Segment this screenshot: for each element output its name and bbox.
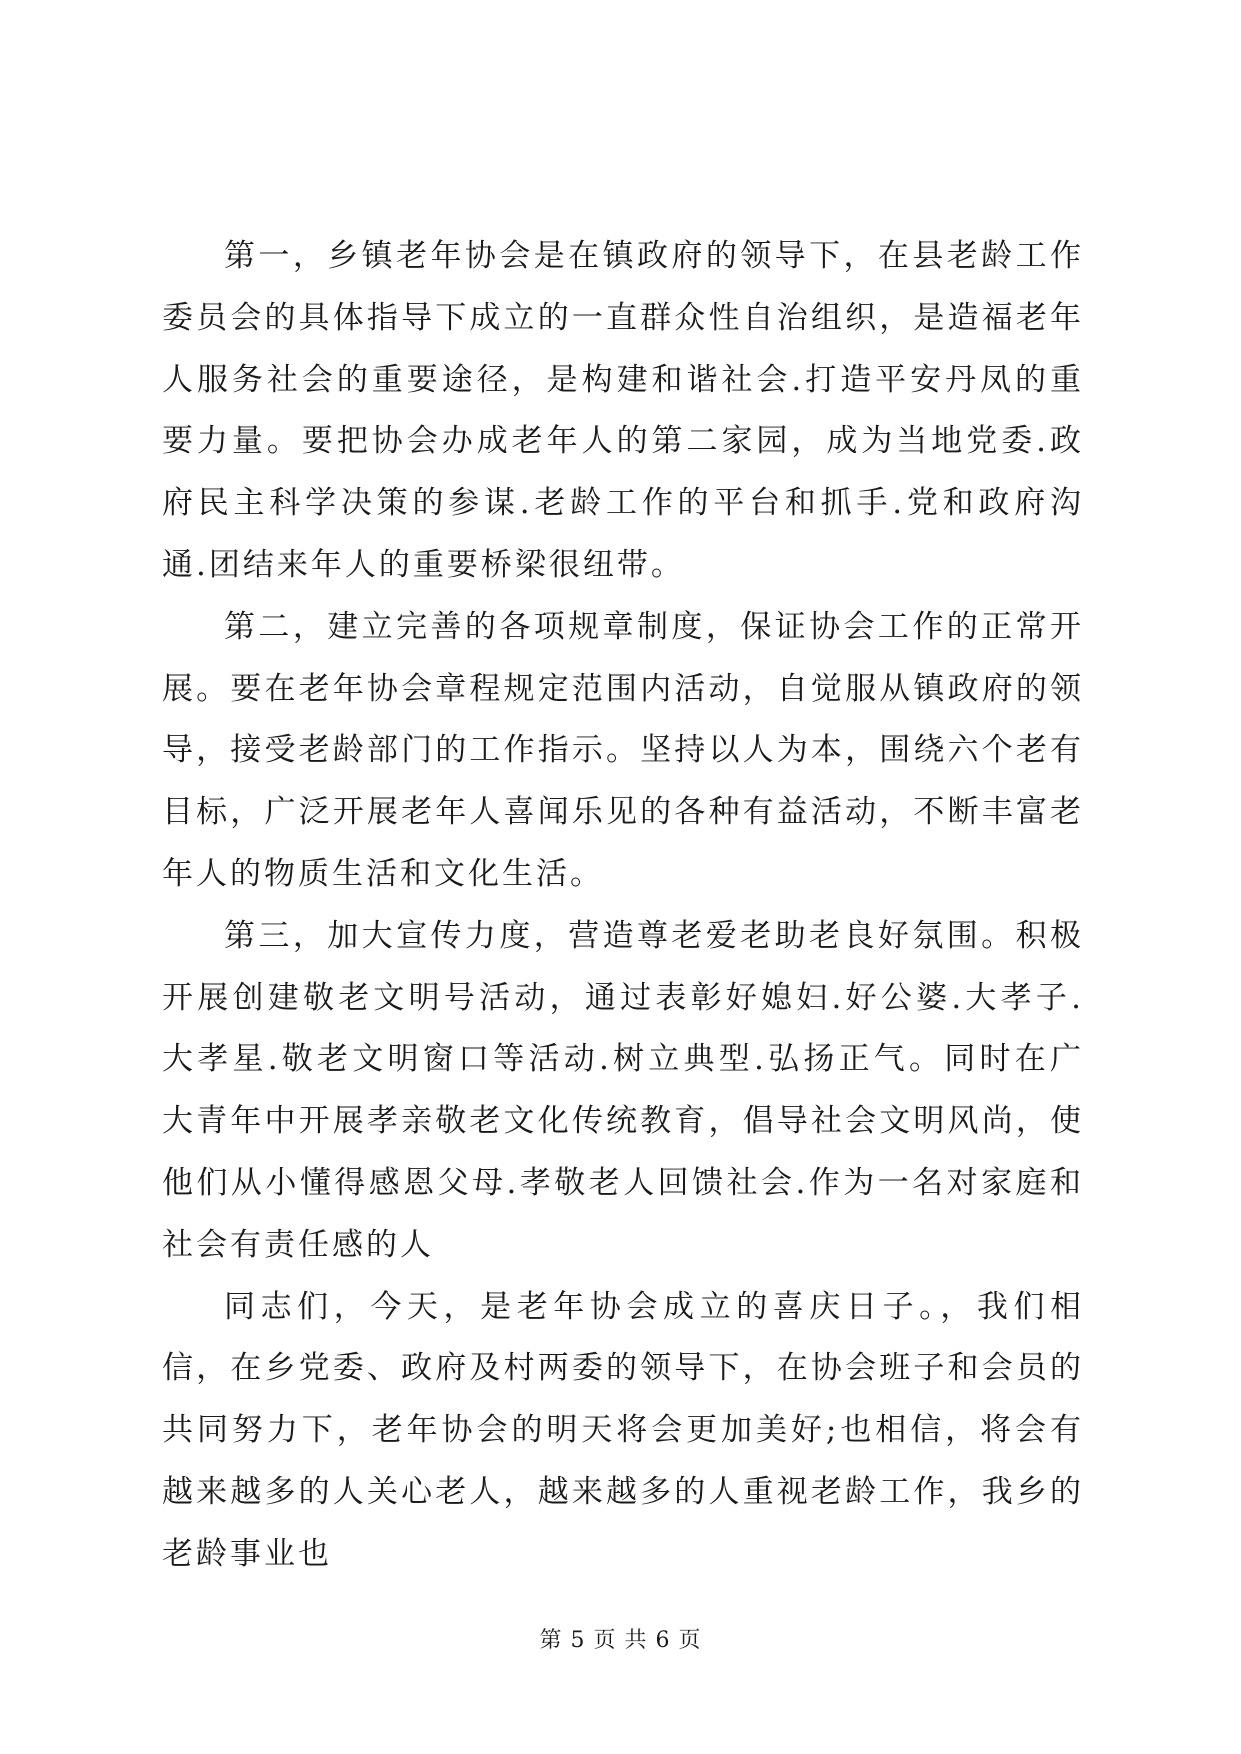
body-text	[162, 226, 1084, 1586]
paragraph-4: 同志们，今天，是老年协会成立的喜庆日子。，我们相信，在乡党委、政府及村两委的领导下，在协会班子和会员的共同努力下，老年协会的明天将会更加美好;也相信，将会有越来越多的人关心老人，越来越多的人重视老龄工作，我乡的老龄事业也	[162, 1288, 1084, 1572]
paragraph-1: 第一，乡镇老年协会是在镇政府的领导下，在县老龄工作委员会的具体指导下成立的一直群众性自治组织，是造福老年人服务社会的重要途径，是构建和谐社会.打造平安丹凤的重要力量。要把协会办成老年人的第二家园，成为当地党委.政府民主科学决策的参谋.老龄工作的平台和抓手.党和政府沟通.团结来年人的重要桥梁很纽带。	[162, 238, 1084, 583]
page-number-label: 第 5 页 共 6 页	[539, 1628, 702, 1653]
paragraph-3: 第三，加大宣传力度，营造尊老爱老助老良好氛围。积极开展创建敬老文明号活动，通过表彰好媳妇.好公婆.大孝子.大孝星.敬老文明窗口等活动.树立典型.弘扬正气。同时在广大青年中开展孝亲敬老文化传统教育，倡导社会文明风尚，使他们从小懂得感恩父母.孝敬老人回馈社会.作为一名对家庭和社会有责任感的人	[162, 917, 1084, 1263]
paragraph-2: 第二，建立完善的各项规章制度，保证协会工作的正常开展。要在老年协会章程规定范围内活动，自觉服从镇政府的领导，接受老龄部门的工作指示。坚持以人为本，围绕六个老有目标，广泛开展老年人喜闻乐见的各种有益活动，不断丰富老年人的物质生活和文化生活。	[162, 608, 1084, 892]
page-footer	[0, 1626, 1241, 1656]
